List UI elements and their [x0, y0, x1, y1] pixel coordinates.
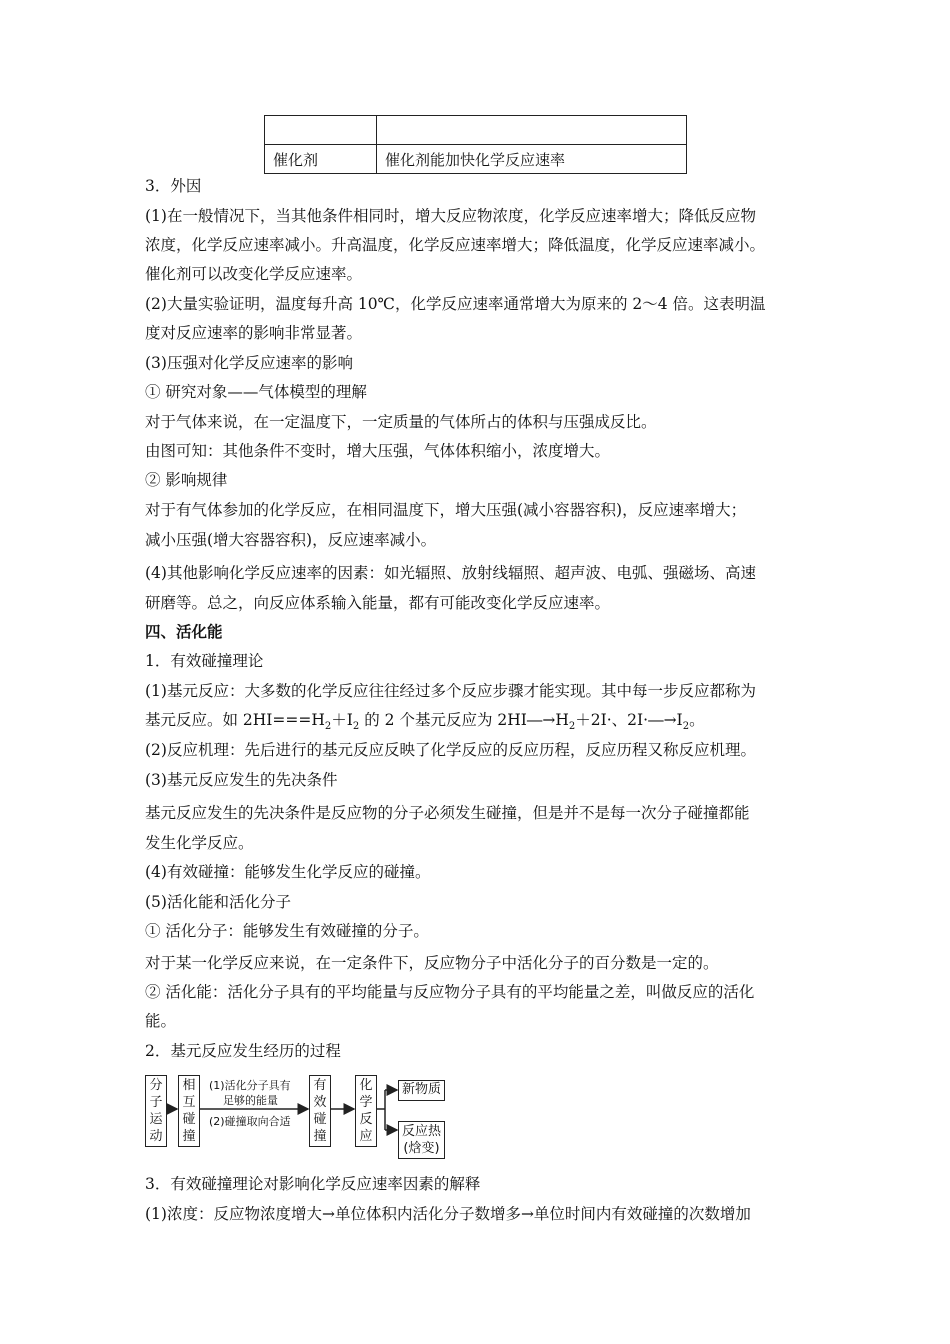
- box-char: 相: [182, 1078, 196, 1093]
- text-run: 的 2 个基元反应为 2HI―→H: [359, 711, 569, 729]
- text-run: 基元反应。如 2HI===H: [145, 711, 325, 729]
- paragraph-line: (3)基元反应发生的先决条件: [145, 771, 338, 789]
- text-run: ＋I: [331, 711, 353, 729]
- box-line: 反应热: [401, 1124, 441, 1139]
- paragraph-line: [145, 710, 705, 733]
- text-run: ＋2I·、2I·―→I: [575, 711, 683, 729]
- subscript: 2: [682, 721, 690, 733]
- box-char: 动: [149, 1129, 163, 1144]
- subscript: 2: [352, 721, 360, 733]
- paragraph-line: (5)活化能和活化分子: [145, 893, 291, 911]
- catalyst-table: [264, 115, 687, 174]
- paragraph-line: 能。: [145, 1012, 177, 1030]
- box-char: 碰: [313, 1112, 327, 1127]
- box-mutual-collision: [178, 1075, 200, 1147]
- paragraph-line: ② 影响规律: [145, 471, 228, 489]
- paragraph-line: 研磨等。总之，向反应体系输入能量，都有可能改变化学反应速率。: [145, 594, 611, 612]
- paragraph-line: 催化剂可以改变化学反应速率。: [145, 265, 363, 283]
- box-char: 效: [313, 1095, 327, 1110]
- box-char: 撞: [313, 1129, 327, 1144]
- subscript: 2: [324, 721, 332, 733]
- paragraph-line: (1)基元反应：大多数的化学反应往往经过多个反应步骤才能实现。其中每一步反应都称为: [145, 682, 756, 700]
- text-run: 。: [689, 711, 705, 729]
- paragraph-line: (3)压强对化学反应速率的影响: [145, 354, 353, 372]
- box-line: (焓变): [403, 1141, 440, 1156]
- box-chemical-reaction: [355, 1075, 377, 1147]
- condition-label: (2)碰撞取向合适: [209, 1115, 291, 1128]
- paragraph-line: (1)在一般情况下，当其他条件相同时，增大反应物浓度，化学反应速率增大；降低反应物: [145, 207, 756, 225]
- box-char: 分: [149, 1078, 163, 1093]
- paragraph-line: (4)有效碰撞：能够发生化学反应的碰撞。: [145, 863, 431, 881]
- table-cell: 催化剂: [265, 145, 377, 174]
- box-effective-collision: [309, 1075, 331, 1147]
- table-row: [265, 116, 687, 145]
- box-char: 化: [359, 1078, 373, 1093]
- paragraph-line: 对于有气体参加的化学反应，在相同温度下，增大压强(减小容器容积)，反应速率增大；: [145, 501, 747, 519]
- condition-label: (1)活化分子具有: [209, 1079, 291, 1092]
- box-char: 学: [359, 1095, 373, 1110]
- paragraph-line: 由图可知：其他条件不变时，增大压强，气体体积缩小，浓度增大。: [145, 442, 611, 460]
- box-char: 子: [149, 1095, 163, 1110]
- paragraph-line: ① 研究对象——气体模型的理解: [145, 383, 367, 401]
- table-cell: 催化剂能加快化学反应速率: [377, 145, 687, 174]
- section-heading: 3．外因: [145, 177, 202, 195]
- paragraph-line: 浓度，化学反应速率减小。升高温度，化学反应速率增大；降低温度，化学反应速率减小。: [145, 236, 766, 254]
- paragraph-line: 对于气体来说，在一定温度下，一定质量的气体所占的体积与压强成反比。: [145, 413, 657, 431]
- paragraph-line: ② 活化能：活化分子具有的平均能量与反应物分子具有的平均能量之差，叫做反应的活化: [145, 983, 755, 1001]
- paragraph-line: (1)浓度：反应物浓度增大→单位体积内活化分子数增多→单位时间内有效碰撞的次数增加: [145, 1205, 751, 1223]
- paragraph-line: 发生化学反应。: [145, 834, 254, 852]
- paragraph-line: 度对反应速率的影响非常显著。: [145, 324, 363, 342]
- section-heading: 1．有效碰撞理论: [145, 652, 264, 670]
- section-heading: 四、活化能: [145, 622, 223, 641]
- box-char: 应: [359, 1129, 373, 1144]
- box-char: 碰: [182, 1112, 196, 1127]
- box-molecular-motion: [145, 1075, 167, 1147]
- section-heading: 2．基元反应发生经历的过程: [145, 1042, 341, 1060]
- table-cell: [377, 116, 687, 145]
- box-char: 运: [149, 1112, 163, 1127]
- box-char: 互: [182, 1095, 196, 1110]
- paragraph-line: 对于某一化学反应来说，在一定条件下，反应物分子中活化分子的百分数是一定的。: [145, 954, 719, 972]
- box-char: 有: [313, 1078, 327, 1093]
- paragraph-line: 基元反应发生的先决条件是反应物的分子必须发生碰撞，但是并不是每一次分子碰撞都能: [145, 804, 750, 822]
- box-char: 反: [359, 1112, 373, 1127]
- table-cell: [265, 116, 377, 145]
- box-char: 撞: [182, 1129, 196, 1144]
- box-new-substance: 新物质: [398, 1080, 445, 1101]
- box-reaction-heat: [398, 1121, 445, 1159]
- table-row: [265, 145, 687, 174]
- condition-label: 足够的能量: [223, 1094, 278, 1107]
- paragraph-line: (4)其他影响化学反应速率的因素：如光辐照、放射线辐照、超声波、电弧、强磁场、高速: [145, 564, 756, 582]
- section-heading: 3．有效碰撞理论对影响化学反应速率因素的解释: [145, 1175, 481, 1193]
- subscript: 2: [568, 721, 576, 733]
- paragraph-line: (2)大量实验证明，温度每升高 10℃，化学反应速率通常增大为原来的 2～4 倍。这表明温: [145, 295, 766, 313]
- paragraph-line: 减小压强(增大容器容积)，反应速率减小。: [145, 531, 437, 549]
- paragraph-line: ① 活化分子：能够发生有效碰撞的分子。: [145, 922, 429, 940]
- paragraph-line: (2)反应机理：先后进行的基元反应反映了化学反应的反应历程，反应历程又称反应机理。: [145, 741, 756, 759]
